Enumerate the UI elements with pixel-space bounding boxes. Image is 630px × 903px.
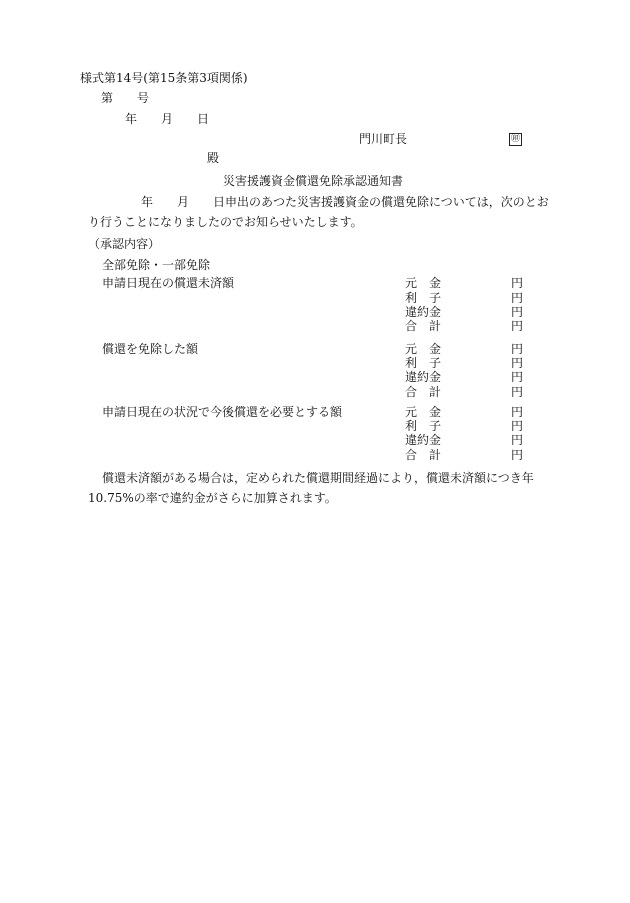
row-name: 利 子	[405, 291, 442, 305]
row-name: 合 計	[405, 319, 442, 333]
row-unit: 円	[511, 419, 524, 433]
row-name: 合 計	[405, 385, 442, 399]
row-unit: 円	[511, 276, 524, 290]
row-name: 合 計	[405, 448, 442, 462]
intro-text-line-2: り行うことになりましたのでお知らせいたします。	[88, 215, 363, 229]
section-label: 申請日現在の状況で今後償還を必要とする額	[102, 405, 343, 419]
row-name: 違約金	[405, 433, 442, 447]
intro-text-line-1: 年 月 日申出のあつた災害援護資金の償還免除については，次のとお	[141, 195, 549, 209]
row-unit: 円	[511, 370, 524, 384]
row-unit: 円	[511, 433, 524, 447]
row-name: 違約金	[405, 370, 442, 384]
addressee-suffix: 殿	[207, 151, 220, 165]
section-heading: （承認内容）	[88, 237, 161, 251]
row-unit: 円	[511, 291, 524, 305]
row-name: 元 金	[405, 276, 442, 290]
exemption-option: 全部免除・一部免除	[102, 258, 211, 272]
row-unit: 円	[511, 342, 524, 356]
footer-note-line-1: 償還未済額がある場合は，定められた償還期間経過により，償還未済額につき年	[102, 471, 534, 485]
section-label: 償還を免除した額	[102, 342, 199, 356]
row-name: 利 子	[405, 419, 442, 433]
issuer-name: 門川町長	[359, 132, 408, 146]
row-unit: 円	[511, 448, 524, 462]
section-label: 申請日現在の償還未済額	[102, 276, 235, 290]
document-number: 第 号	[101, 91, 150, 105]
seal-mark: ㊞	[510, 134, 520, 144]
row-unit: 円	[511, 356, 524, 370]
row-name: 元 金	[405, 342, 442, 356]
row-unit: 円	[511, 305, 524, 319]
form-number: 様式第14号(第15条第3項関係)	[80, 71, 248, 85]
row-name: 利 子	[405, 356, 442, 370]
row-name: 元 金	[405, 405, 442, 419]
footer-note-line-2: 10.75%の率で違約金がさらに加算されます。	[88, 491, 337, 505]
row-unit: 円	[511, 405, 524, 419]
issue-date: 年 月 日	[125, 112, 210, 126]
row-unit: 円	[511, 319, 524, 333]
document-title: 災害援護資金償還免除承認通知書	[223, 174, 404, 188]
row-name: 違約金	[405, 305, 442, 319]
row-unit: 円	[511, 385, 524, 399]
